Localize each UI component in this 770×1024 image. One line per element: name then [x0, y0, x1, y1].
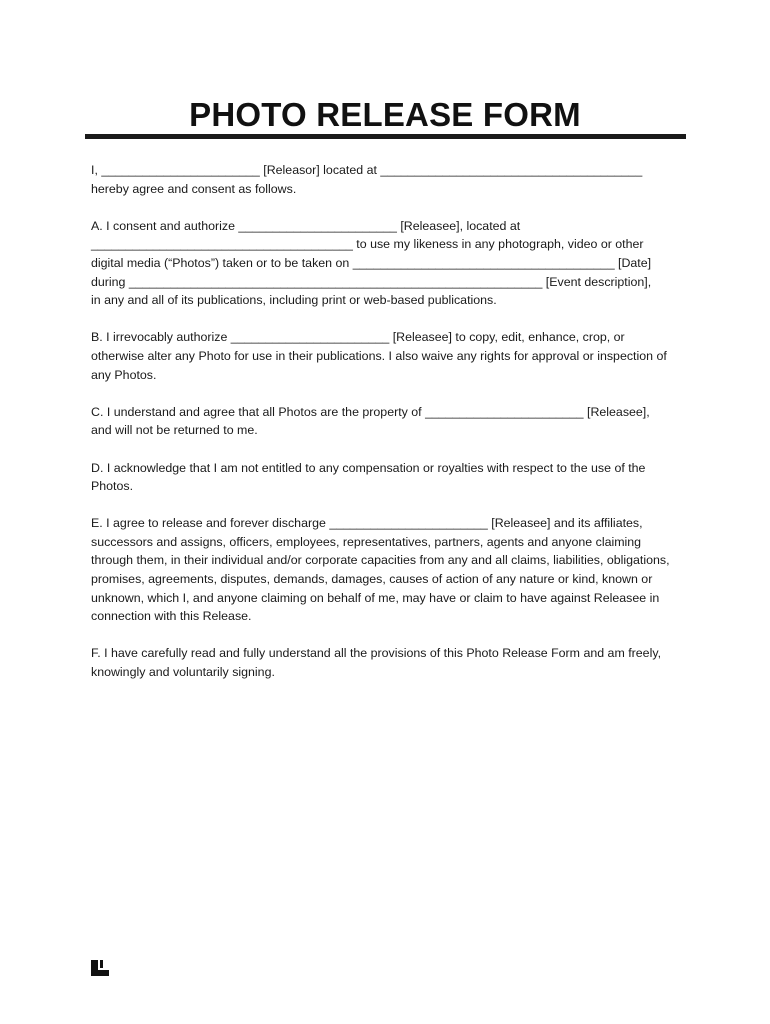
paragraph-line: I, _______________________ [Releasor] located at ______________________________________: [91, 163, 643, 177]
paragraph-line: through them, in their individual and/or corporate capacities from any and all claims, liabilities, obligations,: [91, 553, 670, 568]
paragraph-line: during ____________________________________________________________ [Event description],: [91, 274, 652, 289]
paragraph-line: Photos.: [91, 479, 134, 494]
paragraph-line: D. I acknowledge that I am not entitled to any compensation or royalties with respect to the use of the: [91, 460, 646, 475]
paragraph-line: C. I understand and agree that all Photos are the property of _______________________ [Releasee],: [91, 404, 650, 419]
paragraph-line: and will not be returned to me.: [91, 423, 258, 438]
title-divider: [85, 134, 686, 139]
paragraph-line: knowingly and voluntarily signing.: [91, 665, 275, 680]
paragraph-line: successors and assigns, officers, employees, representatives, partners, agents and anyone claiming: [91, 534, 642, 549]
paragraph-line: B. I irrevocably authorize _______________________ [Releasee] to copy, edit, enhance, crop, or: [91, 330, 625, 345]
paragraph-line: promises, agreements, disputes, demands, damages, causes of action of any nature or kind, known or: [91, 572, 653, 587]
paragraph-line: digital media (“Photos”) taken or to be taken on ______________________________________ [Date]: [91, 255, 652, 270]
paragraph-d: [91, 459, 691, 496]
document-body: [91, 161, 691, 682]
paragraph-line: F. I have carefully read and fully understand all the provisions of this Photo Release Form and am freely,: [91, 646, 662, 661]
paragraph-f: [91, 644, 691, 681]
paragraph-line: otherwise alter any Photo for use in their publications. I also waive any rights for approval or inspection of: [91, 348, 667, 363]
paragraph-line: ______________________________________ to use my likeness in any photograph, video or other: [91, 237, 644, 252]
brand-logo-icon: [90, 959, 110, 977]
paragraph-a: [91, 217, 691, 310]
paragraph-c: [91, 403, 691, 440]
paragraph-line: any Photos.: [91, 367, 157, 382]
paragraph-line: A. I consent and authorize _______________________ [Releasee], located at: [91, 218, 521, 233]
paragraph-line: in any and all of its publications, including print or web-based publications.: [91, 293, 497, 308]
paragraph-e: [91, 514, 691, 626]
paragraph-b: [91, 328, 691, 384]
paragraph-line: connection with this Release.: [91, 609, 252, 624]
paragraph-line: unknown, which I, and anyone claiming on behalf of me, may have or claim to have against Releasee in: [91, 590, 660, 605]
paragraph-line: E. I agree to release and forever discharge _______________________ [Releasee] and its affiliates,: [91, 516, 643, 531]
paragraph-intro: [91, 161, 691, 198]
paragraph-line: hereby agree and consent as follows.: [91, 181, 297, 196]
page-title: PHOTO RELEASE FORM: [189, 96, 581, 133]
